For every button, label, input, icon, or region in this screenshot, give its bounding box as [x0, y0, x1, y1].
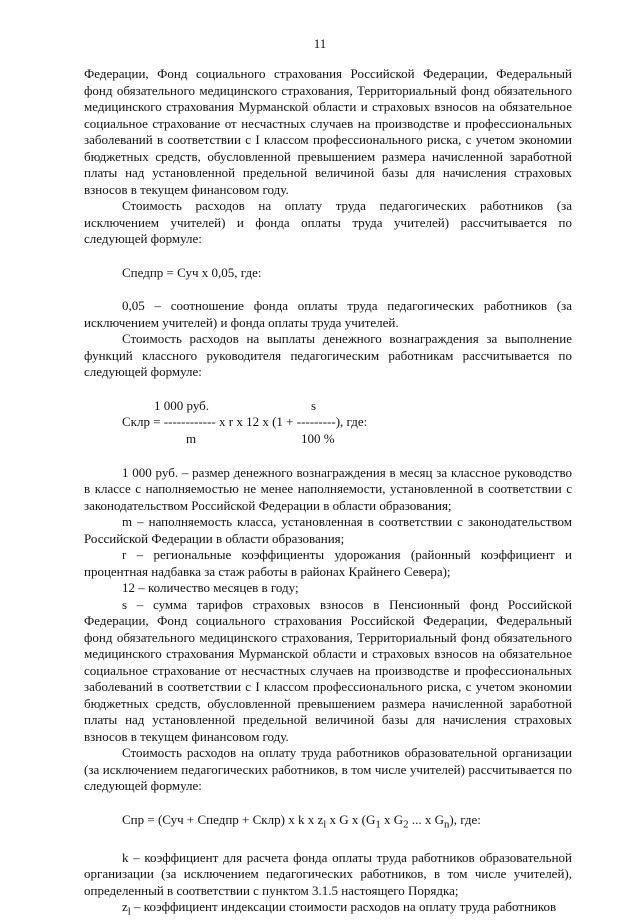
paragraph: 0,05 – соотношение фонда оплаты труда педагогических работников (за исключением учителей) и фонда оплаты труда учителей.: [84, 298, 572, 330]
page-body: [84, 66, 572, 920]
paragraph: $z_l$ – коэффициент индексации стоимости расходов на оплату труда работников: [122, 899, 557, 918]
paragraph: Стоимость расходов на оплату труда работников образовательной организации (за исключением педагогических работников, в том числе учителей) рассчитывается по следующей формуле:: [84, 745, 572, 793]
paragraph: m – наполняемость класса, установленная в соответствии с законодательством Российской Федерации в области образования;: [84, 514, 572, 546]
paragraph: 12 – количество месяцев в году;: [122, 580, 299, 595]
formula-sklr: [84, 398, 572, 448]
paragraph: s – сумма тарифов страховых взносов в Пенсионный фонд Российской Федерации, Фонд социального страхования Российской Федерации, Федеральный фонд обязательного медицинского страхования, Территориальный фонд обязательного медицинского страхования Мурманской области и страховых взносов на обязательное социальное страхование от несчастных случаев на производстве и профессиональных заболеваний в соответствии с I классом профессионального риска, с учетом экономии бюджетных средств, обусловленной превышением размера начисленной заработной платы над установленной предельной величиной базы для начисления страховых взносов в текущем финансовом году.: [84, 596, 572, 744]
formula-spr: Спр = (Суч + Спедпр + Склр) х k х $z_l$ х G х ($G_1$ х $G_2$ ... х $G_n$), где:: [122, 811, 481, 831]
paragraph: Федерации, Фонд социального страхования Российской Федерации, Федеральный фонд обязательного медицинского страхования, Территориальный фонд обязательного медицинского страхования Мурманской области и страховых взносов на обязательное социальное страхование от несчастных случаев на производстве и профессиональных заболеваний в соответствии с I классом профессионального риска, с учетом экономии бюджетных средств, обусловленной превышением размера начисленной заработной платы над установленной предельной величиной базы для начисления страховых взносов в текущем финансовом году.: [84, 66, 572, 197]
formula-denominator-left: m: [186, 430, 197, 446]
formula-numerator-right: s: [311, 397, 317, 413]
paragraph: r – региональные коэффициенты удорожания (районный коэффициент и процентная надбавка за стаж работы в районах Крайнего Севера);: [84, 547, 572, 579]
paragraph: Стоимость расходов на выплаты денежного вознаграждения за выполнение функций классного руководителя педагогическим работникам рассчитывается по следующей формуле:: [84, 331, 572, 379]
page-number: 11: [313, 36, 327, 51]
formula-denominator-right: 100 %: [301, 430, 335, 446]
formula-spedpr: Спедпр = Суч х 0,05, где:: [122, 264, 262, 280]
formula-main-line: Склр = ------------ х r х 12 х (1 + ---------), где:: [122, 413, 368, 429]
formula-numerator-left: 1 000 руб.: [154, 397, 210, 413]
paragraph: 1 000 руб. – размер денежного вознаграждения в месяц за классное руководство в классе с наполняемостью не менее наполняемости, установленной в соответствии с законодательством Российской Федерации в области образования;: [84, 464, 572, 513]
paragraph: k – коэффициент для расчета фонда оплаты труда работников образовательной организации (за исключением педагогических работников, в том числе учителей), определенный в соответствии с пунктом 3.1.5 настоящего Порядка;: [84, 849, 572, 898]
paragraph: Стоимость расходов на оплату труда педагогических работников (за исключением учителей) и фонда оплаты труда учителей) рассчитывается по следующей формуле:: [84, 198, 572, 246]
